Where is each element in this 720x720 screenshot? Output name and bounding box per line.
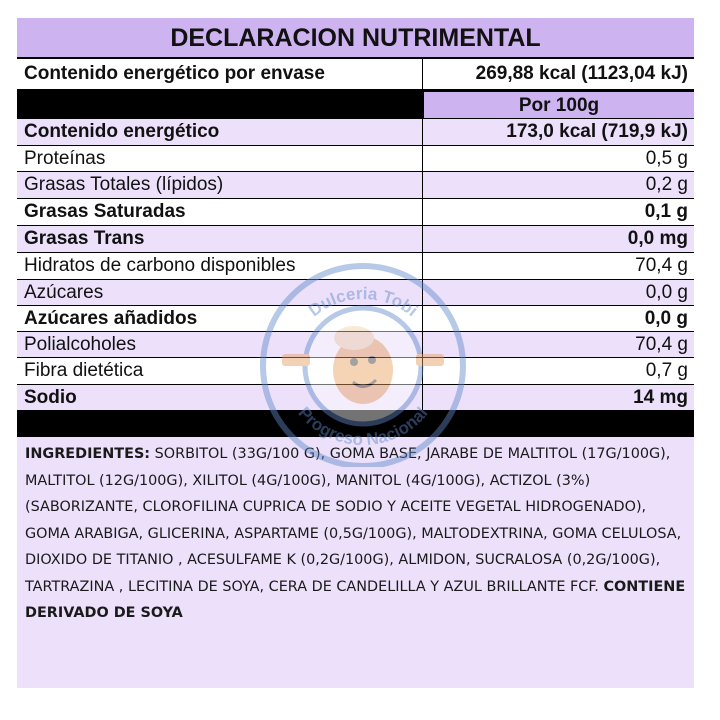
nutrient-value: 70,4 g [635, 333, 688, 355]
nutrient-label: Polialcoholes [17, 332, 423, 357]
nutrient-label: Fibra dietética [17, 358, 423, 384]
nutrient-row [17, 172, 694, 199]
nutrient-value: 70,4 g [635, 255, 688, 276]
nutrient-label: Grasas Saturadas [17, 199, 423, 225]
nutrient-value: 0,2 g [645, 174, 688, 195]
nutrient-value: 0,7 g [645, 360, 688, 381]
nutrient-value: 14 mg [633, 386, 688, 408]
nutrient-row [17, 199, 694, 226]
panel-title: DECLARACION NUTRIMENTAL [17, 18, 694, 59]
per-package-label: Contenido energético por envase [17, 59, 423, 89]
watermark-seal [258, 262, 468, 467]
nutrient-value: 0,0 g [645, 281, 688, 303]
seal-bottom-text: Progreso Nacional [294, 403, 432, 450]
ingredients-heading: INGREDIENTES: [25, 446, 151, 462]
seal-top-text: Dulceria Tobi [305, 283, 422, 321]
nutrient-label: Azúcares [17, 280, 423, 305]
per-100g-header: Por 100g [424, 92, 694, 119]
nutrient-label: Proteínas [17, 146, 423, 171]
candy-left-icon [282, 354, 310, 366]
nutrient-label: Hidratos de carbono disponibles [17, 253, 423, 279]
allergen-warning: CONTIENE DERIVADO DE SOYA [25, 578, 686, 621]
nutrient-value: 0,5 g [645, 147, 688, 169]
nutrient-row [17, 146, 694, 172]
per-package-value: 269,88 kcal (1123,04 kJ) [475, 63, 688, 84]
nutrient-value: 173,0 kcal (719,9 kJ) [506, 121, 688, 142]
nutrient-label: Grasas Totales (lípidos) [17, 172, 423, 198]
nutrient-row [17, 226, 694, 253]
nutrient-label: Grasas Trans [17, 226, 423, 252]
candy-right-icon [416, 354, 444, 366]
nutrient-value: 0,1 g [644, 201, 688, 222]
per-package-row [17, 59, 694, 90]
nutrient-row [17, 119, 694, 146]
nutrient-label: Contenido energético [17, 119, 423, 145]
nutrient-label: Azúcares añadidos [17, 306, 423, 331]
nutrient-label: Sodio [17, 385, 423, 410]
ingredients-text: SORBITOL (33G/100 G), GOMA BASE, JARABE DE MALTITOL (17G/100G), MALTITOL (12G/100G), XILITOL (4G/100G), MANITOL (4G/100G), ACTIZOL (3%) (SABORIZANTE, CLOROFILINA CUPRICA DE SODIO Y ACEITE VEGETAL HIDROGENADO), GOMA ARABIGA, GLICERINA, ASPARTAME (0,5G/100G), MALTODEXTRINA, GOMA CELULOSA, DIOXIDO DE TITANIO , ACESULFAME K (0,2G/100G), ALMIDON, SUCRALOSA (0,2G/100G), TARTRAZINA , LECITINA DE SOYA, CERA DE CANDELILLA Y AZUL BRILLANTE FCF. [25, 446, 682, 595]
ingredients-block [17, 437, 694, 688]
nutrient-value: 0,0 mg [627, 228, 688, 249]
nutrient-value: 0,0 g [644, 307, 688, 329]
